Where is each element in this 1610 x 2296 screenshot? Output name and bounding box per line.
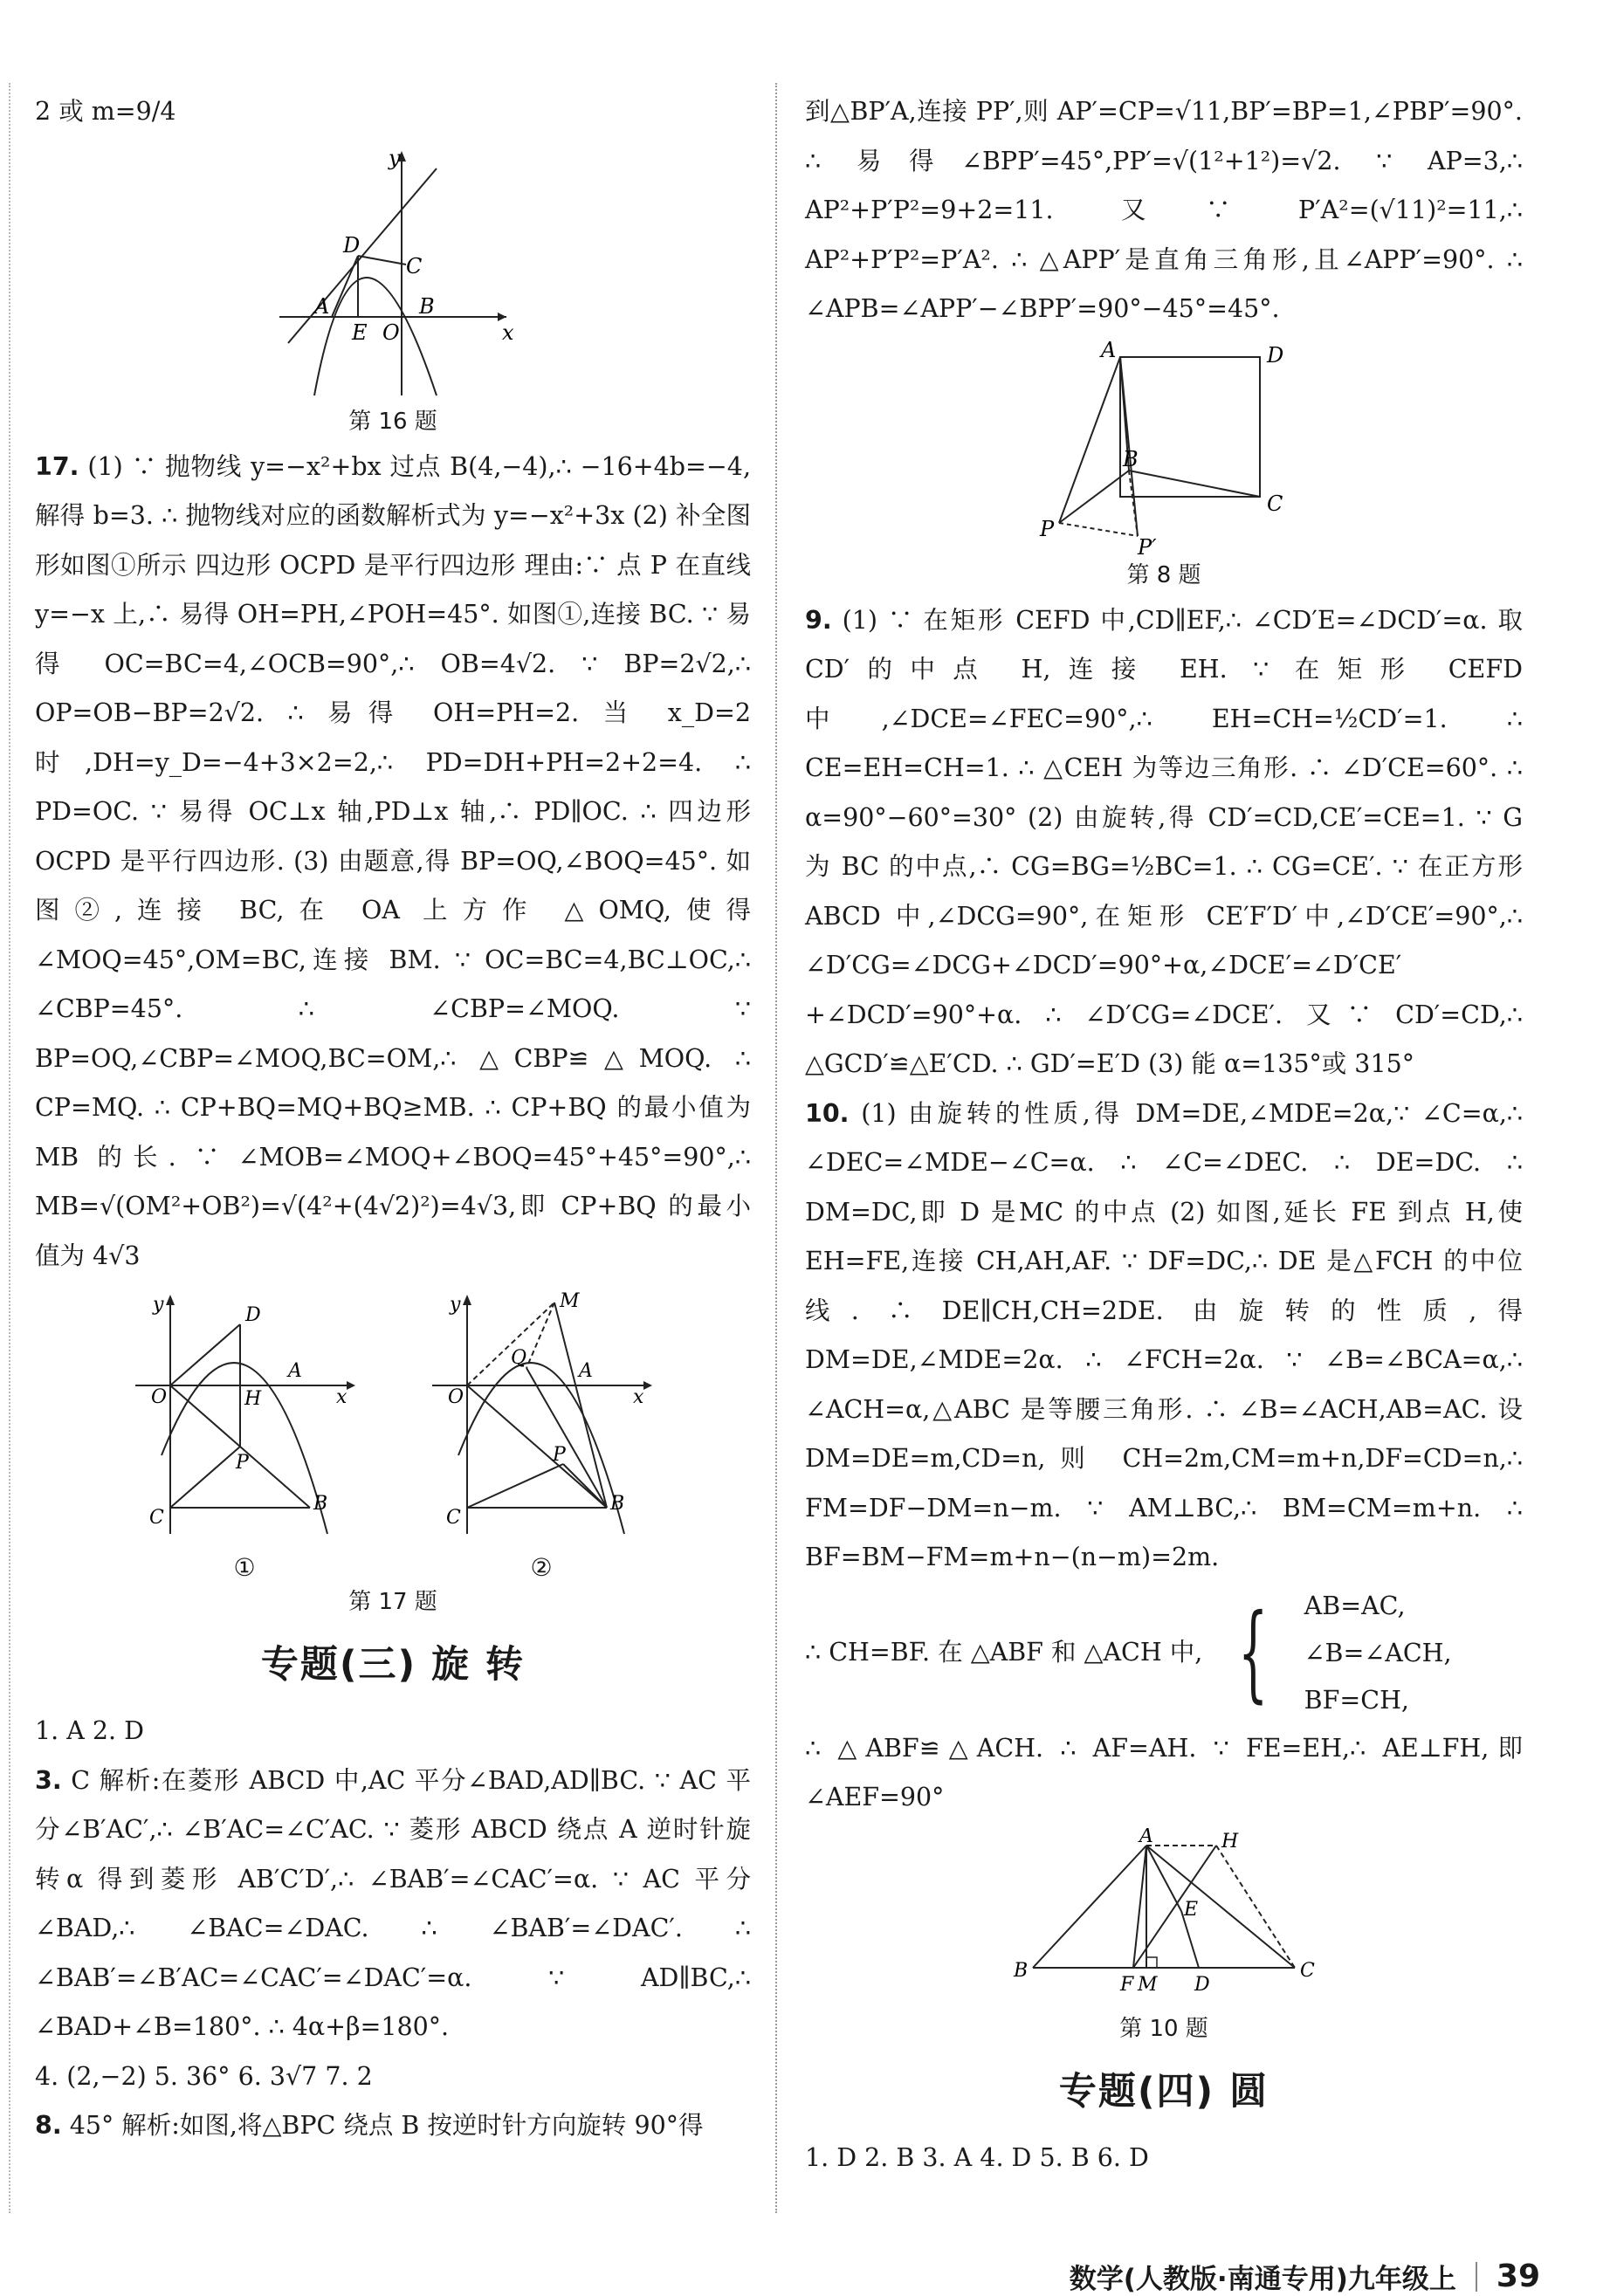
figure-10 bbox=[998, 1828, 1330, 2011]
column-divider bbox=[775, 83, 777, 2213]
svg-text:A: A bbox=[1101, 339, 1117, 362]
figure-8 bbox=[1024, 340, 1304, 558]
svg-text:O: O bbox=[448, 1386, 464, 1408]
caption-16: 第 16 题 bbox=[348, 408, 437, 435]
footer-divider bbox=[1476, 2262, 1477, 2292]
left-edge-dotted-line bbox=[9, 83, 10, 2213]
caption-8: 第 8 题 bbox=[1126, 561, 1201, 588]
figure-17-1-graph bbox=[127, 1289, 362, 1543]
q8-solution: 45° 解析:如图,将△BPC 绕点 B 按逆时针方向旋转 90°得 bbox=[69, 2111, 704, 2140]
q17-text bbox=[35, 443, 751, 1282]
q8-continuation: 到△BP′A,连接 PP′,则 AP′=CP=√11,BP′=BP=1,∠PBP′=90°. ∴ 易得∠BPP′=45°,PP′=√(1²+1²)=√2. ∵ AP=3,∴ AP²+P′P²=9+2=11. 又∵ P′A²=(√11)²=11,∴ AP²+P′P²=P′A². ∴ △APP′是直角三角形,且∠APP′=90°. ∴ ∠APB=∠APP′−∠BPP′=90°−45°=45°. bbox=[805, 97, 1523, 323]
q8-text bbox=[35, 2101, 751, 2151]
system-line-3: BF=CH, bbox=[1304, 1685, 1409, 1715]
svg-text:C: C bbox=[1300, 1959, 1315, 1982]
svg-text:P: P bbox=[553, 1444, 566, 1466]
svg-text:H: H bbox=[1221, 1830, 1239, 1853]
answers-section4: 1. D 2. B 3. A 4. D 5. B 6. D bbox=[805, 2142, 1149, 2172]
page-number: 39 bbox=[1496, 2258, 1540, 2294]
svg-text:x: x bbox=[633, 1386, 644, 1408]
svg-text:D: D bbox=[343, 232, 361, 258]
q17-solution: (1) ∵ 抛物线 y=−x²+bx 过点 B(4,−4),∴ −16+4b=−4,解得 b=3. ∴ 抛物线对应的函数解析式为 y=−x²+3x (2) 补全图形如图①所示 四边形 OCPD 是平行四边形 理由:∵ 点 P 在直线 y=−x 上,∴ 易得 OH=PH,∠POH=45°. 如图①,连接 BC. ∵ 易得 OC=BC=4,∠OCB=90°,∴ OB=4√2. ∵ BP=2√2,∴ OP=OB−BP=2√2. ∴ 易得 OH=PH=2. 当 x_D=2 时,DH=y_D=−4+3×2=2,∴ PD=DH+PH=2+2=4. ∴ PD=OC. ∵ 易得 OC⊥x 轴,PD⊥x 轴,∴ PD∥OC. ∴ 四边形 OCPD 是平行四边形. (3) 由题意,得 BP=OQ,∠BOQ=45°. 如图②,连接 BC,在 OA 上方作 △OMQ,使得 ∠MOQ=45°,OM=BC,连接 BM. ∵ OC=BC=4,BC⊥OC,∴ ∠CBP=45°. ∴ ∠CBP=∠MOQ. ∵ BP=OQ,∠CBP=∠MOQ,BC=OM,∴ △CBP≌△MOQ. ∴ CP=MQ. ∴ CP+BQ=MQ+BQ≥MB. ∴ CP+BQ 的最小值为MB 的长. ∵ ∠MOB=∠MOQ+∠BOQ=45°+45°=90°,∴ MB=√(OM²+OB²)=√(4²+(4√2)²)=4√3,即 CP+BQ 的最小值为 4√3 bbox=[35, 451, 752, 1270]
figure-17-row bbox=[35, 1289, 751, 1585]
svg-text:A: A bbox=[288, 1360, 302, 1382]
figure-17-1-label: ① bbox=[233, 1553, 256, 1582]
figure-17-2 bbox=[423, 1289, 659, 1585]
q17-number: 17. bbox=[35, 451, 79, 481]
section-title-3: 专题(三) 旋 转 bbox=[260, 1643, 526, 1687]
svg-text:x: x bbox=[502, 320, 514, 345]
svg-text:C: C bbox=[446, 1507, 461, 1529]
svg-text:E: E bbox=[1184, 1898, 1199, 1921]
svg-text:P: P bbox=[236, 1452, 249, 1474]
figure-17-2-graph bbox=[423, 1289, 659, 1543]
svg-text:B: B bbox=[1123, 446, 1139, 471]
figure-17-2-label: ② bbox=[530, 1553, 553, 1582]
q3-number: 3. bbox=[35, 1765, 62, 1795]
svg-text:M: M bbox=[1138, 1973, 1158, 1996]
page-footer bbox=[1070, 2257, 1540, 2296]
svg-text:P: P bbox=[1040, 516, 1055, 541]
q10-number: 10. bbox=[805, 1098, 850, 1128]
system-line-2: ∠B=∠ACH, bbox=[1304, 1638, 1452, 1667]
svg-text:C: C bbox=[406, 253, 423, 278]
svg-text:D: D bbox=[1194, 1973, 1210, 1996]
svg-text:Q: Q bbox=[511, 1347, 527, 1369]
right-column bbox=[805, 87, 1523, 2183]
q16-answer-tail: 2 或 m=9/4 bbox=[35, 97, 176, 126]
left-column bbox=[35, 87, 751, 2151]
svg-text:C: C bbox=[1267, 491, 1283, 516]
equation-system bbox=[1304, 1583, 1452, 1724]
svg-text:D: D bbox=[245, 1304, 261, 1326]
brace: { bbox=[1238, 1591, 1269, 1714]
q9-number: 9. bbox=[805, 605, 832, 635]
system-line-1: AB=AC, bbox=[1304, 1591, 1406, 1620]
svg-text:B: B bbox=[610, 1493, 625, 1515]
svg-text:y: y bbox=[450, 1294, 461, 1316]
svg-text:A: A bbox=[579, 1360, 593, 1382]
answers-4-7: 4. (2,−2) 5. 36° 6. 3√7 7. 2 bbox=[35, 2061, 373, 2091]
q9-solution: (1) ∵ 在矩形 CEFD 中,CD∥EF,∴ ∠CD′E=∠DCD′=α. 取 CD′的中点 H,连接 EH. ∵ 在矩形 CEFD 中,∠DCE=∠FEC=90°,∴ EH=CH=½CD′=1. ∴ CE=EH=CH=1. ∴ △CEH 为等边三角形. ∴ ∠D′CE=60°. ∴ α=90°−60°=30° (2) 由旋转,得 CD′=CD,CE′=CE=1. ∵ G 为 BC 的中点,∴ CG=BG=½BC=1. ∴ CG=CE′. ∵ 在正方形 ABCD 中,∠DCG=90°,在矩形 CE′F′D′中,∠D′CE′=90°,∴ ∠D′CG=∠DCG+∠DCD′=90°+α,∠DCE′=∠D′CE′+∠DCD′=90°+α. ∴ ∠D′CG=∠DCE′. 又∵ CD′=CD,∴ △GCD′≌△E′CD. ∴ GD′=E′D (3) 能 α=135°或 315° bbox=[805, 605, 1523, 1078]
svg-text:y: y bbox=[153, 1294, 164, 1316]
svg-text:A: A bbox=[1139, 1827, 1153, 1847]
svg-text:A: A bbox=[314, 293, 330, 319]
q3-solution: C 解析:在菱形 ABCD 中,AC 平分∠BAD,AD∥BC. ∵ AC 平分∠B′AC′,∴ ∠B′AC=∠C′AC. ∵ 菱形 ABCD 绕点 A 逆时针旋转α 得到菱形 AB′C′D′,∴ ∠BAB′=∠CAC′=α. ∵ AC 平分∠BAD,∴ ∠BAC=∠DAC. ∴ ∠BAB′=∠DAC′. ∴ ∠BAB′=∠B′AC=∠CAC′=∠DAC′=α. ∵ AD∥BC,∴ ∠BAD+∠B=180°. ∴ 4α+β=180°. bbox=[35, 1765, 751, 2041]
q10-conclusion: ∴ △ABF≌△ACH. ∴ AF=AH. ∵ FE=EH,∴ AE⊥FH,即∠AEF=90° bbox=[805, 1733, 1523, 1811]
svg-text:B: B bbox=[1014, 1959, 1029, 1982]
q10-system bbox=[805, 1583, 1523, 1724]
q3-text bbox=[35, 1756, 751, 2052]
svg-text:M: M bbox=[560, 1290, 580, 1312]
svg-text:B: B bbox=[313, 1493, 328, 1515]
q10-lead: ∴ CH=BF. 在 △ABF 和 △ACH 中, bbox=[805, 1638, 1203, 1667]
q10-text bbox=[805, 1090, 1523, 1583]
q9-text bbox=[805, 596, 1523, 1090]
svg-text:D: D bbox=[1267, 342, 1284, 368]
svg-text:F: F bbox=[1120, 1973, 1134, 1996]
figure-16 bbox=[262, 142, 524, 404]
book-title: 数学(人教版·南通专用)九年级上 bbox=[1069, 2264, 1456, 2295]
caption-10: 第 10 题 bbox=[1119, 2015, 1208, 2042]
svg-text:x: x bbox=[336, 1386, 347, 1408]
caption-17: 第 17 题 bbox=[348, 1589, 437, 1615]
svg-text:C: C bbox=[149, 1507, 164, 1529]
q8-number: 8. bbox=[35, 2111, 62, 2140]
svg-text:y: y bbox=[389, 145, 401, 170]
answers-1-2: 1. A 2. D bbox=[35, 1716, 144, 1745]
svg-text:O: O bbox=[151, 1386, 168, 1408]
svg-text:P′: P′ bbox=[1138, 534, 1157, 558]
svg-text:E: E bbox=[352, 320, 368, 345]
svg-text:H: H bbox=[244, 1388, 262, 1410]
section-title-4: 专题(四) 圆 bbox=[1058, 2069, 1269, 2114]
q10-solution: (1) 由旋转的性质,得 DM=DE,∠MDE=2α,∵ ∠C=α,∴ ∠DEC=∠MDE−∠C=α. ∴ ∠C=∠DEC. ∴ DE=DC. ∴ DM=DC,即 D 是MC 的中点 (2) 如图,延长 FE 到点 H,使 EH=FE,连接 CH,AH,AF. ∵ DF=DC,∴ DE 是△FCH 的中位线. ∴ DE∥CH,CH=2DE. 由旋转的性质,得 DM=DE,∠MDE=2α. ∴ ∠FCH=2α. ∵ ∠B=∠BCA=α,∴ ∠ACH=α,△ABC 是等腰三角形. ∴ ∠B=∠ACH,AB=AC. 设 DM=DE=m,CD=n,则 CH=2m,CM=m+n,DF=CD=n,∴ FM=DF−DM=n−m. ∵ AM⊥BC,∴ BM=CM=m+n. ∴ BF=BM−FM=m+n−(n−m)=2m. bbox=[805, 1098, 1524, 1571]
svg-text:O: O bbox=[382, 320, 400, 345]
svg-text:B: B bbox=[419, 293, 435, 319]
figure-17-1 bbox=[127, 1289, 362, 1585]
